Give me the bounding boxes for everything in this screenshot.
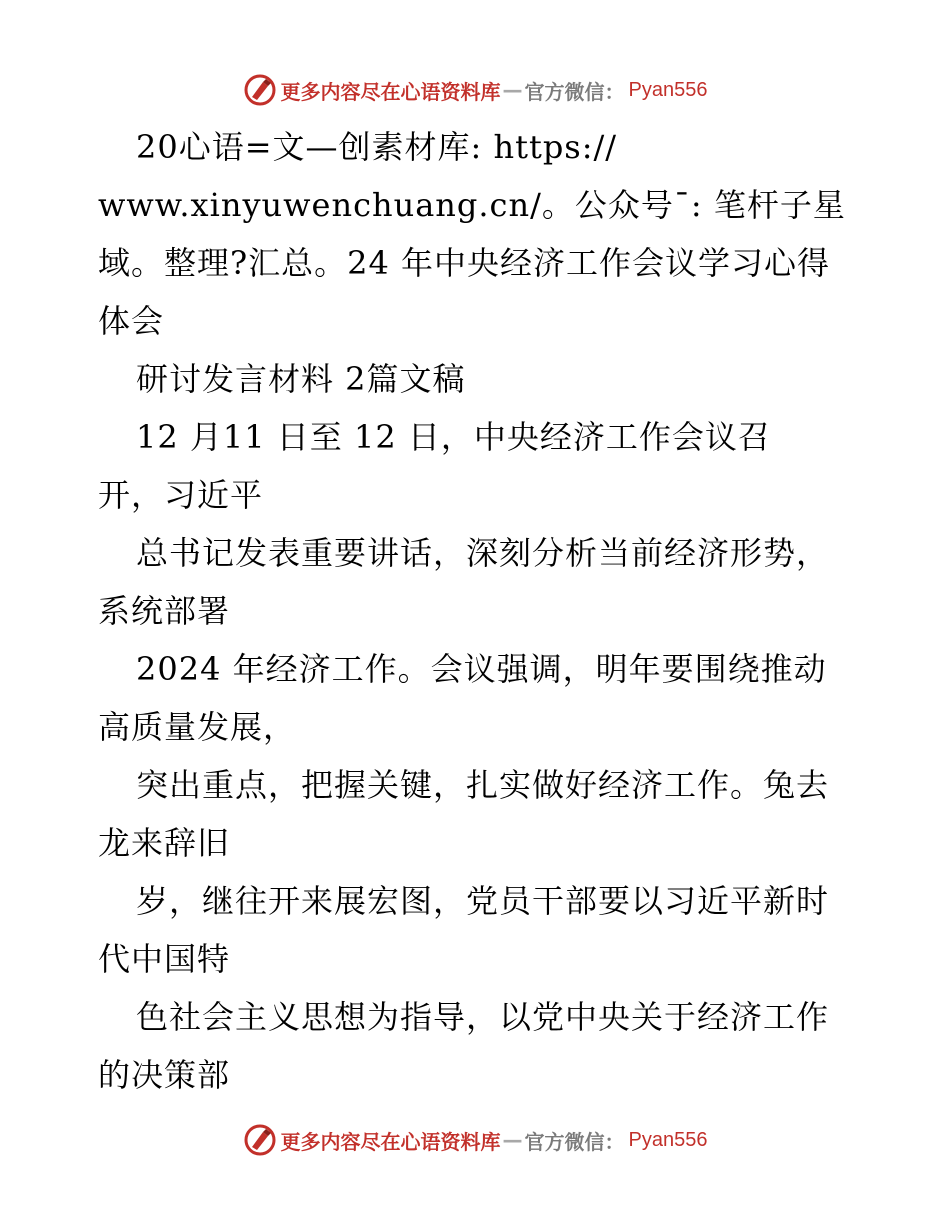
footer-watermark-banner — [0, 1120, 950, 1160]
text-line: 高质量发展， — [98, 708, 297, 746]
text-line: 龙来辞旧 — [98, 824, 231, 862]
banner-separator: — — [502, 78, 523, 102]
text-line: 总书记发表重要讲话，深刻分析当前经济形势， — [136, 534, 830, 572]
text-line: 色社会主义思想为指导，以党中央关于经济工作 — [136, 998, 830, 1036]
banner-wechat-label: 官方微信： — [524, 79, 625, 104]
text-line: 体会 — [98, 302, 165, 340]
text-line: 域。整理?汇总。24 年中央经济工作会议学习心得 — [98, 244, 831, 282]
banner-wechat-label: 官方微信： — [524, 1129, 625, 1154]
text-line: 开，习近平 — [98, 476, 264, 514]
text-line: 研讨发言材料 2篇文稿 — [136, 360, 466, 398]
banner-wechat-id: Pyan556 — [628, 78, 708, 101]
text-line: 2024 年经济工作。会议强调，明年要围绕推动 — [136, 650, 827, 688]
header-watermark-banner — [0, 70, 950, 110]
text-line: 突出重点，把握关键，扎实做好经济工作。兔去 — [136, 766, 830, 804]
text-line: 系统部署 — [98, 592, 231, 630]
text-line: 代中国特 — [98, 940, 231, 978]
text-line: 20心语=文—创素材库: https:// — [136, 128, 618, 166]
pen-logo-icon — [243, 73, 277, 107]
banner-text: 更多内容尽在心语资料库 — [280, 79, 501, 104]
text-line: 的决策部 — [98, 1056, 231, 1094]
banner-wechat-id: Pyan556 — [628, 1128, 708, 1151]
text-line: www.xinyuwenchuang.cn/。公众号¯: 笔杆子星 — [98, 186, 846, 224]
banner-separator: — — [502, 1128, 523, 1152]
document-body — [98, 118, 858, 1104]
text-line: 12 月11 日至 12 日，中央经济工作会议召 — [136, 418, 771, 456]
pen-logo-icon — [243, 1123, 277, 1157]
banner-text: 更多内容尽在心语资料库 — [280, 1129, 501, 1154]
text-line: 岁，继往开来展宏图，党员干部要以习近平新时 — [136, 882, 830, 920]
